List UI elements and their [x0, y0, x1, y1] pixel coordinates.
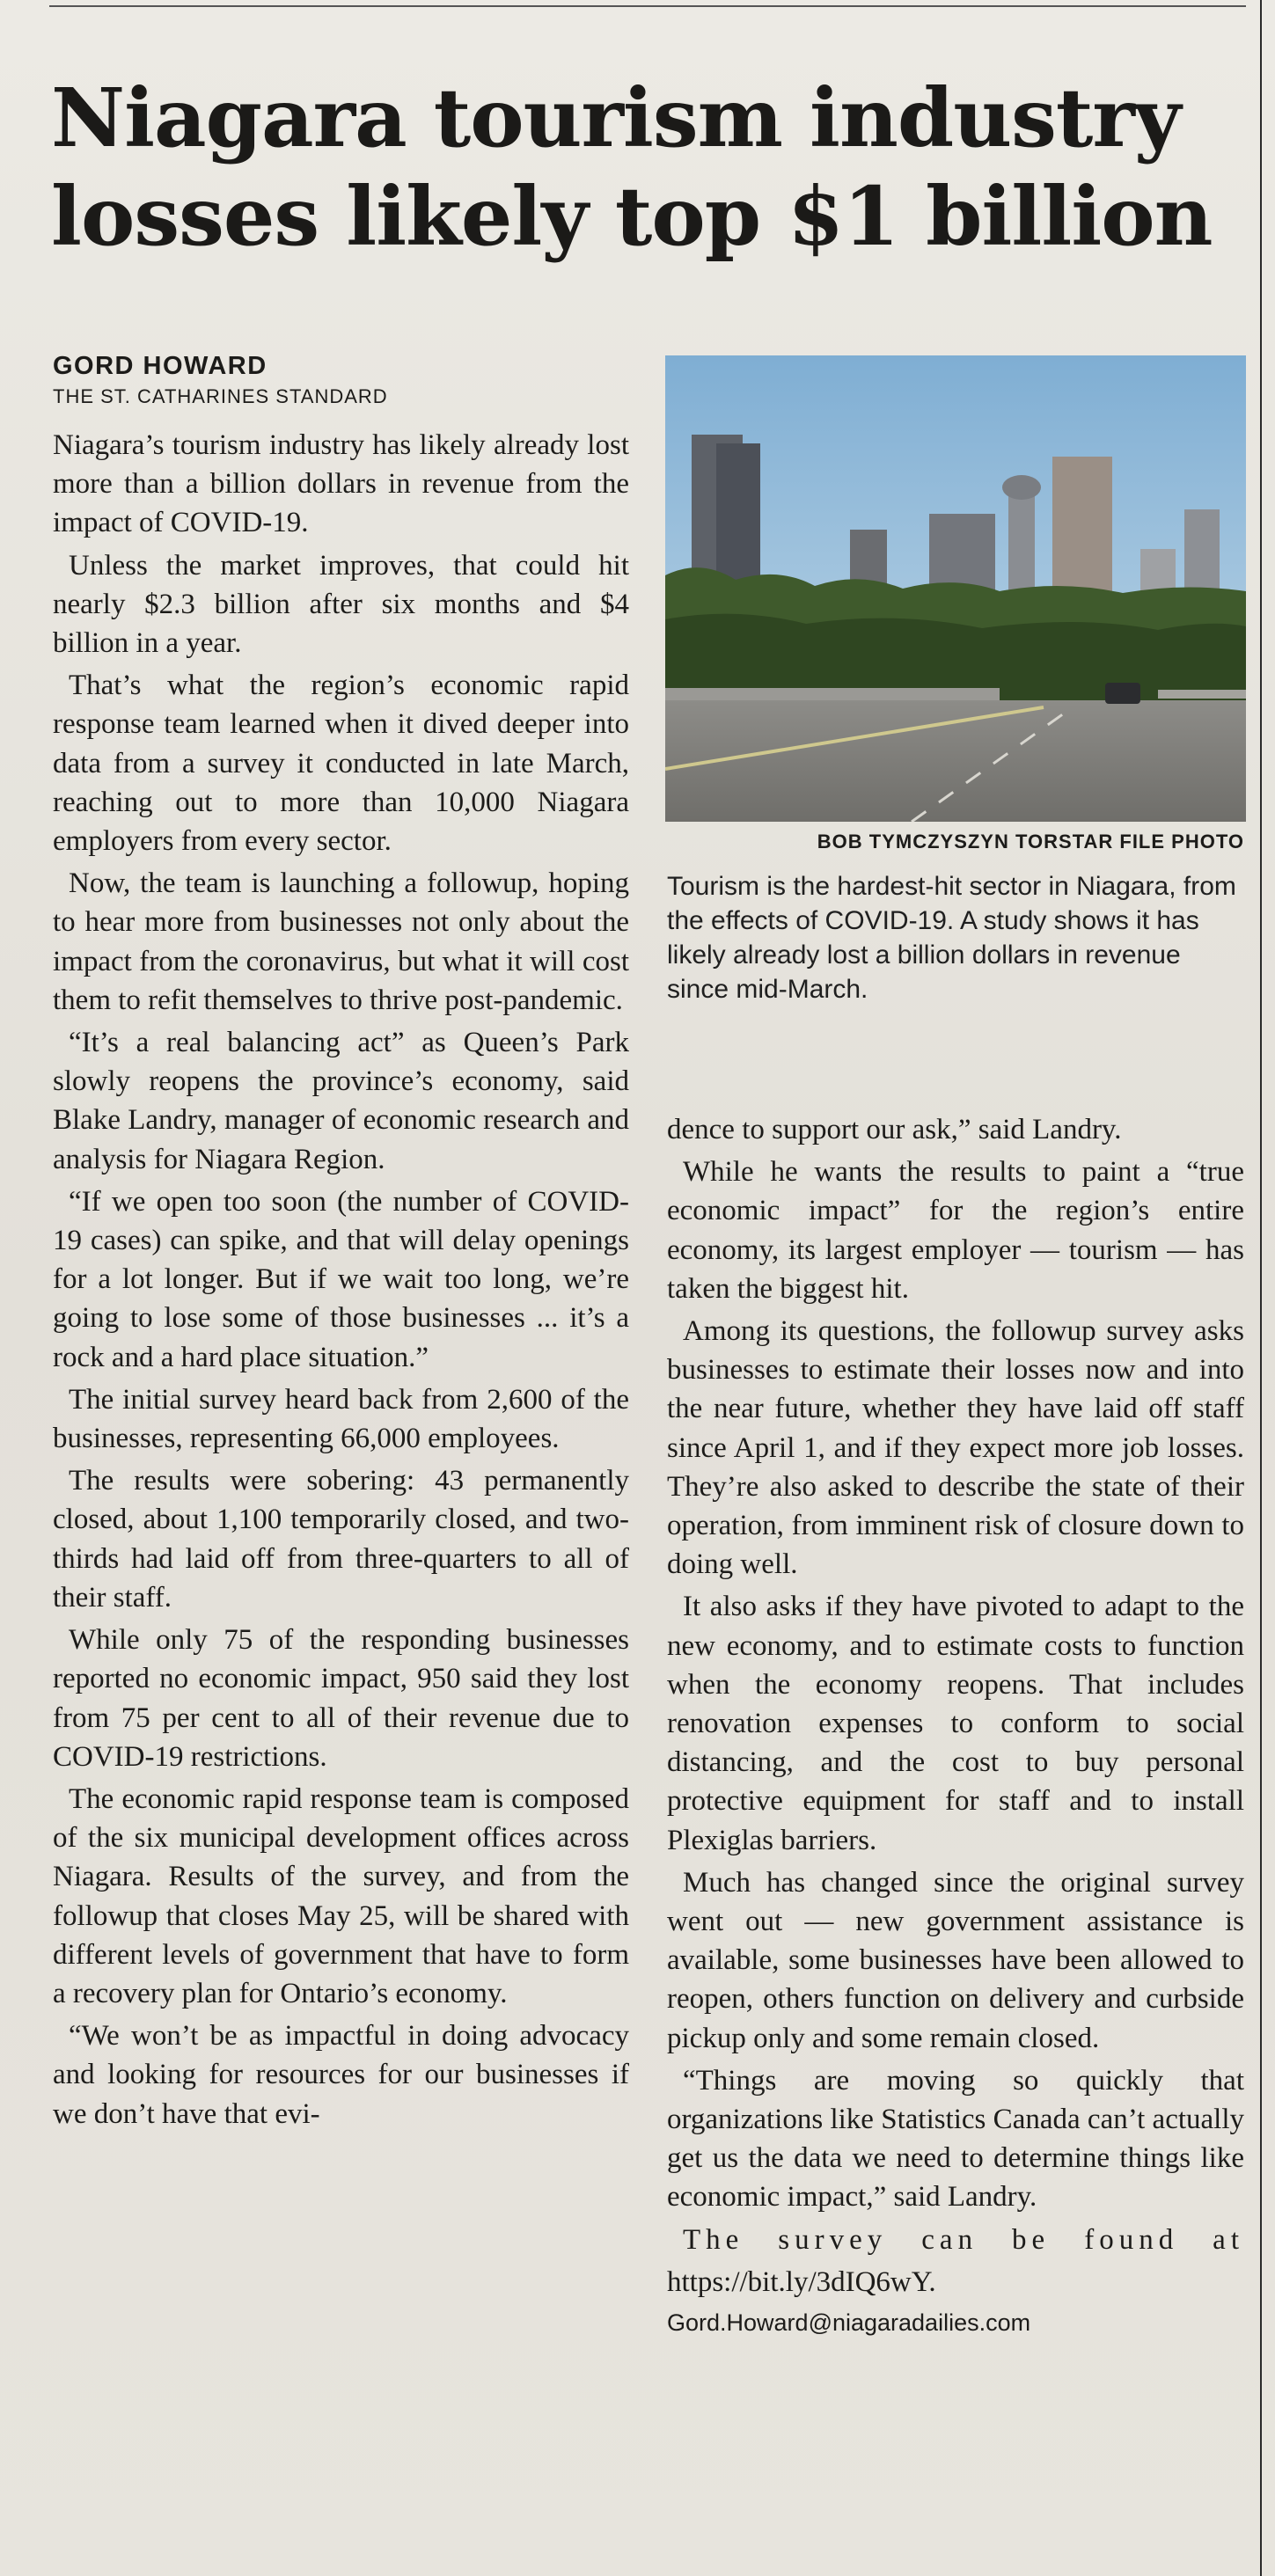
- paragraph: The economic rapid response team is composed of the six municipal development offices across Niagara. Results of the survey, and from the followup that closes May 25, will be shared with different levels of government that have to form a recovery plan for Ontario’s economy.: [53, 1782, 629, 2009]
- paragraph: Niagara’s tourism industry has likely already lost more than a billion dollars in revenue from the impact of COVID-19.: [53, 429, 629, 539]
- paragraph: Unless the market improves, that could hit nearly $2.3 billion after six months and $4 billion in a year.: [53, 549, 629, 660]
- headline: Niagara tourism industry losses likely top $1 billion: [51, 70, 1213, 264]
- skyline-photo: [665, 355, 1246, 822]
- right-column: [667, 1110, 1244, 2344]
- paragraph: It also asks if they have pivoted to adapt to the new economy, and to estimate costs to function when the economy reopens. That includes renovation expenses to conform to social distancing, and the cost to buy personal protective equipment for staff and to install Plexiglas barriers.: [667, 1591, 1244, 1856]
- byline: [53, 350, 616, 410]
- paragraph: While only 75 of the responding businesses reported no economic impact, 950 said they lost from 75 per cent to all of their revenue due to COVID-19 restrictions.: [53, 1624, 629, 1773]
- survey-line: The survey can be found at: [683, 2223, 1244, 2256]
- paragraph: “If we open too soon (the number of COVID-19 cases) can spike, and that will delay openings for a lot longer. But if we wait too long, we’re going to lose some of those businesses ... it’s a rock and a hard place situation.”: [53, 1185, 629, 1373]
- paragraph: Now, the team is launching a followup, hoping to hear more from businesses not only about the impact from the coronavirus, but what it will cost them to refit themselves to thrive post-pandemic.: [53, 867, 629, 1016]
- paragraph: “Things are moving so quickly that organizations like Statistics Canada can’t actually get us the data we need to determine things like economic impact,” said Landry.: [667, 2064, 1244, 2214]
- paragraph: That’s what the region’s economic rapid response team learned when it dived deeper into data from a survey it conducted in late March, reaching out to more than 10,000 Niagara employers from every sector.: [53, 670, 629, 858]
- photo-caption: Tourism is the hardest-hit sector in Niagara, from the effects of COVID-19. A study shows it has likely already lost a billion dollars in revenue since mid-March.: [667, 872, 1236, 1004]
- left-column: [53, 426, 629, 2137]
- survey-url[interactable]: https://bit.ly/3dIQ6wY.: [667, 2265, 936, 2298]
- niagara-skyline-illustration: [665, 355, 1246, 822]
- byline-organization: THE ST. CATHARINES STANDARD: [53, 385, 388, 407]
- paragraph: The initial survey heard back from 2,600 of the businesses, representing 66,000 employees.: [53, 1383, 629, 1455]
- paragraph: Among its questions, the followup survey asks businesses to estimate their losses now and into the near future, whether they have laid off staff since April 1, and if they expect more job losses. They’re also asked to describe the state of their operation, from imminent risk of closure down to doing well.: [667, 1315, 1244, 1581]
- column-rule: [1260, 0, 1262, 2576]
- paragraph: The results were sobering: 43 permanently closed, about 1,100 temporarily closed, and two-thirds had laid off from three-quarters to all of their staff.: [53, 1465, 629, 1614]
- byline-name: GORD HOWARD: [53, 352, 267, 380]
- top-rule: [49, 5, 1246, 7]
- photo-credit: BOB TYMCZYSZYN TORSTAR FILE PHOTO: [817, 831, 1244, 853]
- paragraph: Much has changed since the original survey went out — new government assistance is available, some businesses have been allowed to reopen, others function on delivery and curbside pickup only and some remain closed.: [667, 1866, 1244, 2054]
- paragraph: dence to support our ask,” said Landry.: [667, 1114, 1122, 1145]
- author-email[interactable]: Gord.Howard@niagaradailies.com: [667, 2309, 1031, 2337]
- paragraph: “It’s a real balancing act” as Queen’s Park slowly reopens the province’s economy, said Blake Landry, manager of economic research and analysis for Niagara Region.: [53, 1027, 629, 1175]
- paragraph: While he wants the results to paint a “true economic impact” for the region’s entire economy, its largest employer — tourism — has taken the biggest hit.: [667, 1156, 1244, 1305]
- paragraph: “We won’t be as impactful in doing advocacy and looking for resources for our businesses if we don’t have that evi-: [53, 2020, 629, 2130]
